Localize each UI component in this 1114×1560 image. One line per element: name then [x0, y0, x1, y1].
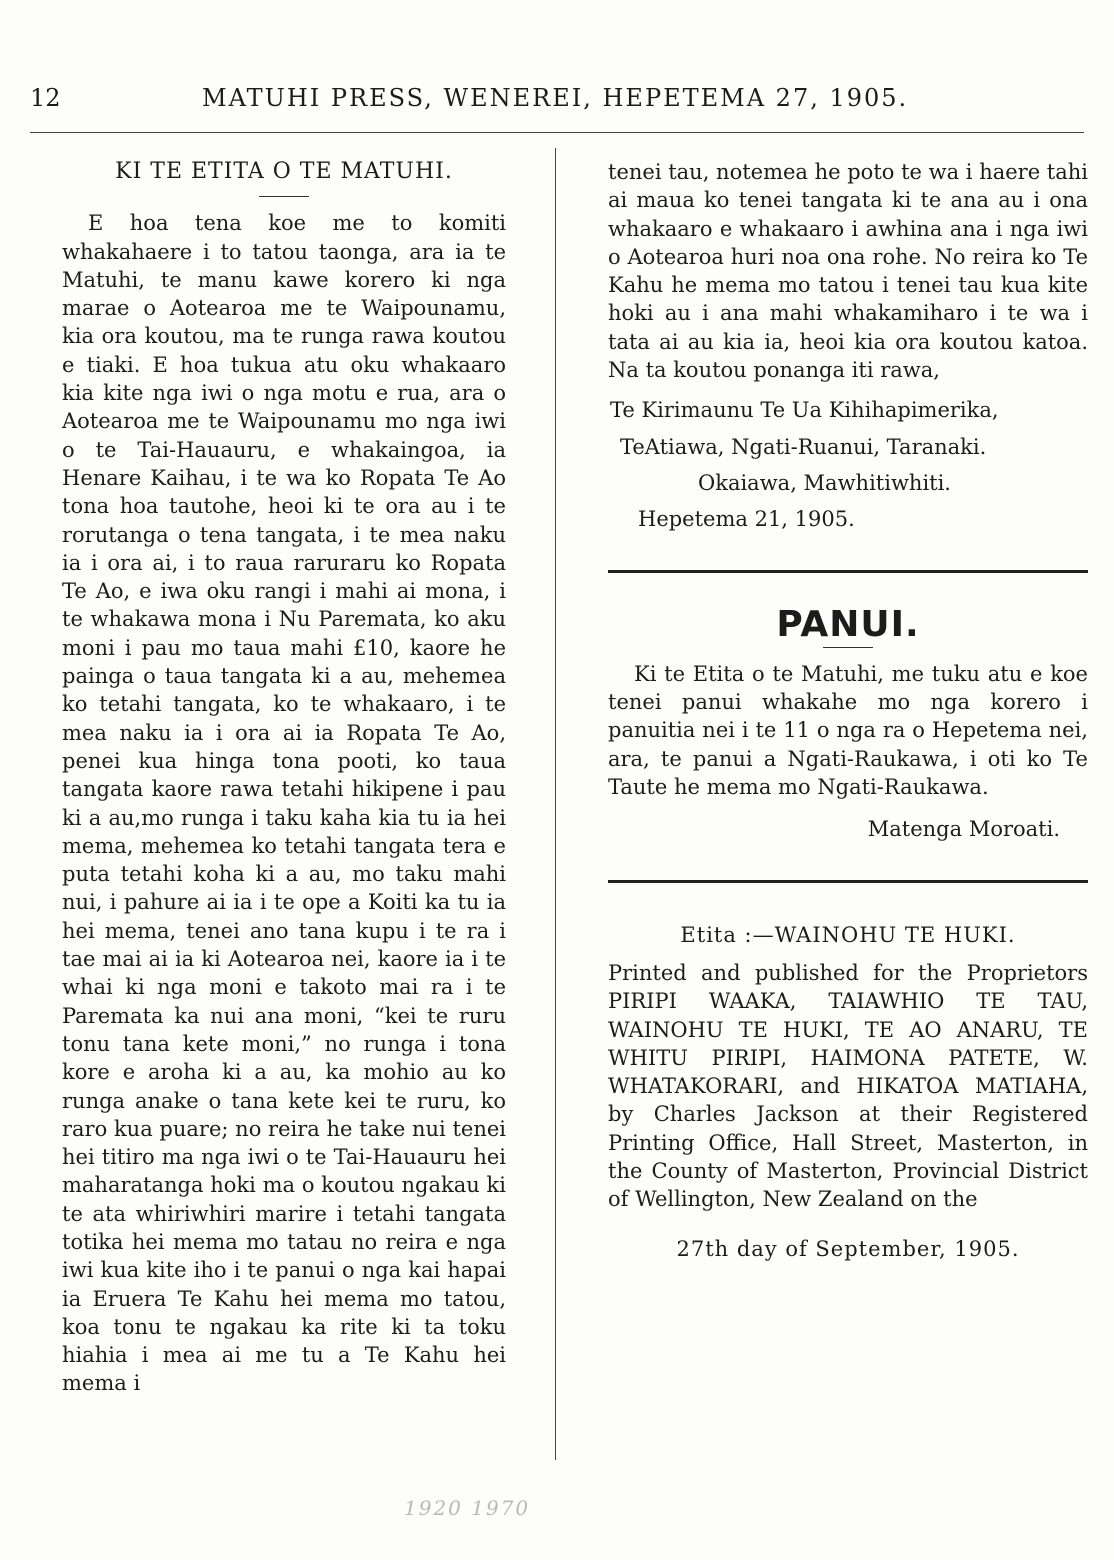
left-column [62, 158, 506, 1398]
signature-place: Okaiawa, Mawhitiwhiti. [698, 470, 951, 495]
handwritten-stamp: 1920 1970 [404, 1496, 531, 1520]
page-header [30, 84, 1084, 124]
signature-name: Te Kirimaunu Te Ua Kihihapimerika, [610, 398, 999, 423]
notice-body: Ki te Etita o te Matuhi, me tuku atu e koe tenei panui whakahe mo nga korero i panuitia nei i te 11 o nga ra o Hepetema nei, ara, te panui a Ngati-Raukawa, i oti ko Te Taute he mema mo Ngati-Raukawa. [608, 661, 1088, 800]
column-divider [555, 148, 556, 1460]
notice-signature: Matenga Moroati. [867, 817, 1060, 842]
imprint-date: 27th day of September, 1905. [676, 1236, 1020, 1261]
signature-tribe: TeAtiawa, Ngati-Ruanui, Taranaki. [620, 434, 987, 459]
notice-divider [823, 647, 873, 648]
section-rule [608, 570, 1088, 573]
imprint-text: Printed and published for the Proprietors PIRIPI WAAKA, TAIAWHIO TE TAU, WAINOHU TE HUKI, TE AO ANARU, TE WHITU PIRIPI, HAIMONA PATETE, W. WHATAKORARI, and HIKATOA MATIAHA, by Charles Jackson at their Registered Printing Office, Hall Street, Masterton, in the County of Masterton, Provincial District of Wellington, New Zealand on the [608, 960, 1088, 1212]
editor-line: Etita :—WAINOHU TE HUKI. [680, 922, 1016, 947]
header-rule [30, 132, 1084, 133]
letter-continuation: tenei tau, notemea he poto te wa i haere tahi ai maua ko tenei tangata ki te ana au i ona whakaaro e whakaaro i awhina ana i nga iwi o Aotearoa huri noa ona rohe. No reira ko Te Kahu he mema mo tatou i tenei tau kua kite hoki au i ana mahi whakamiharo i te wa i tata ai au kia ia, heoi kia ora koutou katoa. Na ta koutou ponanga iti rawa, [608, 160, 1089, 383]
letter-title: KI TE ETITA O TE MATUHI. [115, 159, 453, 184]
right-column [608, 158, 1088, 1263]
masthead: MATUHI PRESS, WENEREI, HEPETEMA 27, 1905. [202, 84, 909, 112]
letter-body: E hoa tena koe me to komiti whakahaere i to tatou taonga, ara ia te Matuhi, te manu kawe korero ki nga marae o Aotearoa me te Waipounamu, kia ora koutou, ma te runga rawa koutou e tiaki. E hoa tukua atu oku whakaaro kia kite nga iwi o nga motu e rua, ara o Aotearoa me te Waipounamu mo nga iwi o te Tai-Hauauru, e whakaingoa, ia Henare Kaihau, i te wa ko Ropata Te Ao tona hoa tautohe, heoi ki te ora au i te rorutanga o tena tangata, i te mea naku ia i ora ai, i to raua raruraru ko Ropata Te Ao, e iwa oku rangi i mahi ai mona, i te whakawa mona i Nu Paremata, ko aku moni i pau mo taua mahi £10, kaore he painga o taua tangata ki a au, mehemea ko tetahi tangata, ko te whakaaro, i te mea naku ia i ora ai ia Ropata Te Ao, penei kua hinga tona pooti, ko taua tangata kaore rawa tetahi hikipene i pau ki a au,mo runga i taku kaha kia tu ia hei mema, mehemea ko tetahi tangata tera e puta tetahi koha ki a au, mo taku mahi nui, i pahure ai ia i te ope a Koiti ka tu ia hei mema, tenei ano tana kupu i te ra i tae mai ai ia ki Aotearoa nei, kaore ia i te whai ki nga moni e takoto mai ra i te Paremata ka nui ana moni, “kei te ruru tonu tana kete moni,” no runga i tona kore e aroha ki a au, ka mohio au ko runga anake o tana kete kei te ruru, ko raro kua puare; no reira he take nui tenei hei titiro ma nga iwi o te Tai-Hauauru hei maharatanga hoki ma o koutou ngakau ki te ata whiriwhiri marire i tetahi tangata totika hei mema mo tatau no reira e nga iwi kua kite iho i te panui o nga kai hapai ia Eruera Te Kahu hei mema mo tatou, koa tonu te ngakau ka rite ki ta toku hiahia i mea ai me tu a Te Kahu hei mema i [62, 211, 506, 1396]
notice-title: PANUI. [776, 603, 920, 645]
page-number: 12 [30, 84, 61, 112]
title-divider [259, 196, 309, 197]
section-rule [608, 880, 1088, 883]
signature-date: Hepetema 21, 1905. [638, 507, 855, 532]
